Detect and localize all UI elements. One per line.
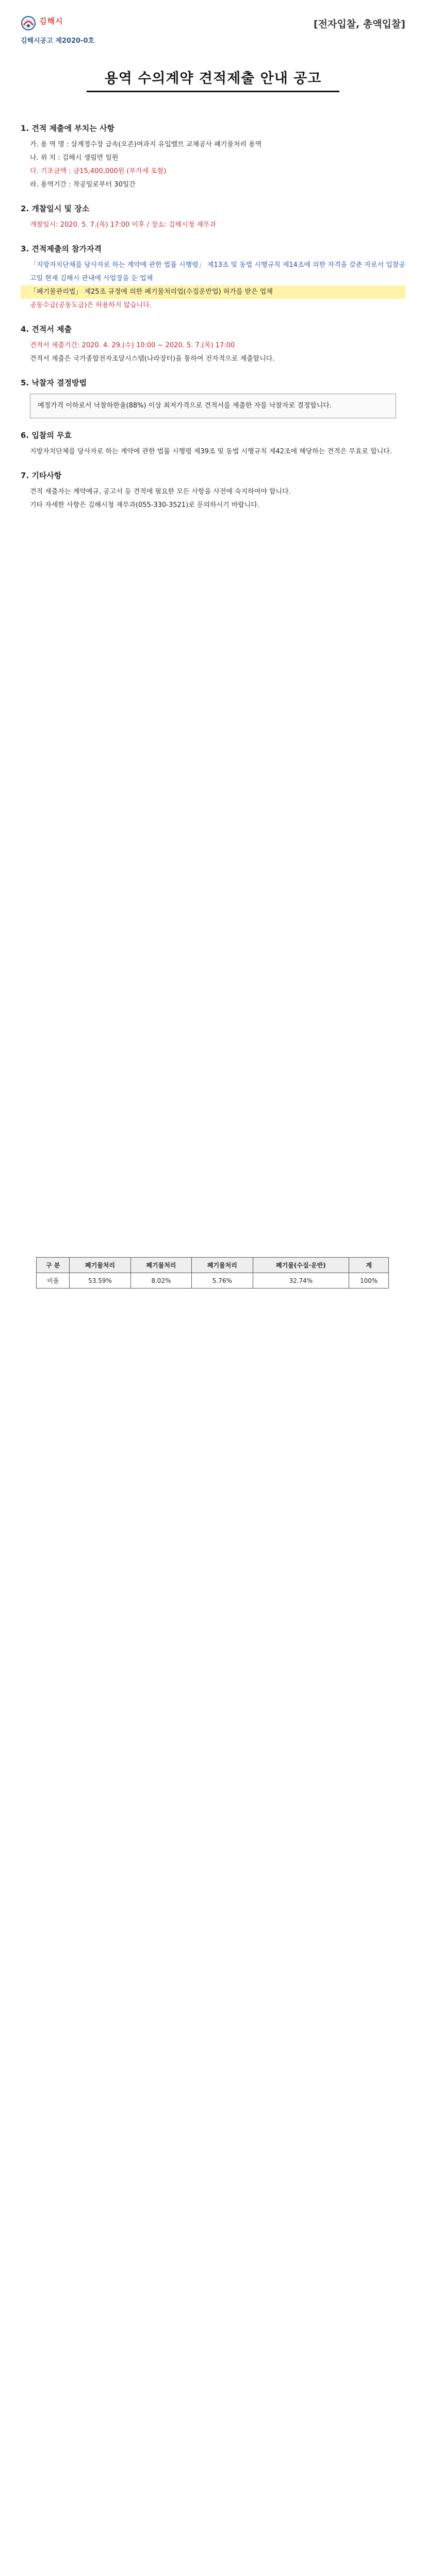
item-etc-1: 견적 제출자는 계약예규, 공고서 등 견적에 필요한 모든 사항을 사전에 숙지하여야 합니다. bbox=[30, 488, 291, 496]
table-header-cell: 폐기물(수집·운반) bbox=[253, 1258, 349, 1273]
section-heading: 4. 견적서 제출 bbox=[21, 325, 72, 334]
notice-number: 김해시공고 제2020-0호 bbox=[21, 37, 95, 45]
item-base-amount: 다. 기초금액 : 금15,400,000원 (부가세 포함) bbox=[30, 167, 167, 175]
section-heading: 3. 견적제출의 참가자격 bbox=[21, 244, 102, 253]
item-joint: 공동수급(공동도급)은 허용하지 않습니다. bbox=[30, 301, 152, 309]
section-heading: 6. 입찰의 무효 bbox=[21, 431, 72, 440]
rate-table bbox=[36, 1257, 389, 1289]
section-heading: 7. 기타사항 bbox=[21, 471, 62, 480]
table-header-cell: 구 분 bbox=[37, 1258, 70, 1273]
item-license: 「폐기물관리법」 제25조 규정에 의한 폐기물처리업(수집운반업) 허가를 받은 업체 bbox=[21, 285, 405, 299]
item-period: 라. 용역기간 : 착공일로부터 30일간 bbox=[30, 181, 136, 189]
section-heading: 2. 개찰일시 및 장소 bbox=[21, 204, 90, 213]
section-heading: 1. 견적 제출에 부치는 사항 bbox=[21, 124, 114, 133]
org-logo-text: 김해시 bbox=[39, 16, 63, 26]
item-location: 나. 위 치 : 김해시 생림면 일원 bbox=[30, 154, 119, 162]
item-submit-method: 견적서 제출은 국가종합전자조달시스템(나라장터)을 통하여 전자적으로 제출합니다. bbox=[30, 355, 275, 363]
title-divider bbox=[87, 91, 339, 92]
city-logo-icon bbox=[21, 15, 36, 31]
section-heading: 5. 낙찰자 결정방법 bbox=[21, 378, 87, 387]
table-row bbox=[37, 1273, 389, 1289]
table-header-cell: 폐기물처리 bbox=[130, 1258, 191, 1273]
notice-type: [전자입찰, 총액입찰] bbox=[313, 19, 405, 30]
notice-header bbox=[21, 13, 405, 49]
table-cell: 32.74% bbox=[253, 1273, 349, 1289]
item-award-method: 예정가격 이하로서 낙찰하한율(88%) 이상 최저가격으로 견적서를 제출한 자를 낙찰자로 결정합니다. bbox=[30, 394, 396, 418]
title-box bbox=[87, 60, 339, 93]
notice-content bbox=[21, 111, 405, 512]
item-opening: 개찰일시: 2020. 5. 7.(목) 17:00 이후 / 장소: 김해시청 재무과 bbox=[30, 221, 216, 229]
table-cell: 53.59% bbox=[70, 1273, 130, 1289]
item-service-name: 가. 용 역 명 : 삼계정수장 급속(오존)여과지 유입밸브 교체공사 폐기물처리 용역 bbox=[30, 141, 262, 148]
table-header-row bbox=[37, 1258, 389, 1273]
item-etc-2: 기타 자세한 사항은 김해시청 재무과(055-330-3521)로 문의하시기 바랍니다. bbox=[30, 501, 260, 509]
table-header-cell: 계 bbox=[349, 1258, 389, 1273]
table-header-cell: 폐기물처리 bbox=[192, 1258, 253, 1273]
table-cell: 비율 bbox=[37, 1273, 70, 1289]
item-invalid: 지방자치단체를 당사자로 하는 계약에 관한 법률 시행령 제39조 및 동법 시행규칙 제42조에 해당하는 견적은 무효로 합니다. bbox=[30, 448, 392, 455]
table-header-cell: 폐기물처리 bbox=[70, 1258, 130, 1273]
item-submit-period: 견적서 제출기간: 2020. 4. 29.(수) 10:00 ~ 2020. 5. 7.(목) 17:00 bbox=[30, 342, 235, 349]
item-qualification: 「지방자치단체를 당사자로 하는 계약에 관한 법률 시행령」 제13조 및 동법 시행규칙 제14조에 의한 자격을 갖춘 자로서 입찰공고일 현재 김해시 관내에 사업장을 둔 업체 bbox=[30, 261, 405, 282]
table-cell: 100% bbox=[349, 1273, 389, 1289]
table-cell: 5.76% bbox=[192, 1273, 253, 1289]
page-title: 용역 수의계약 견적제출 안내 공고 bbox=[104, 71, 322, 87]
table-cell: 8.02% bbox=[130, 1273, 191, 1289]
